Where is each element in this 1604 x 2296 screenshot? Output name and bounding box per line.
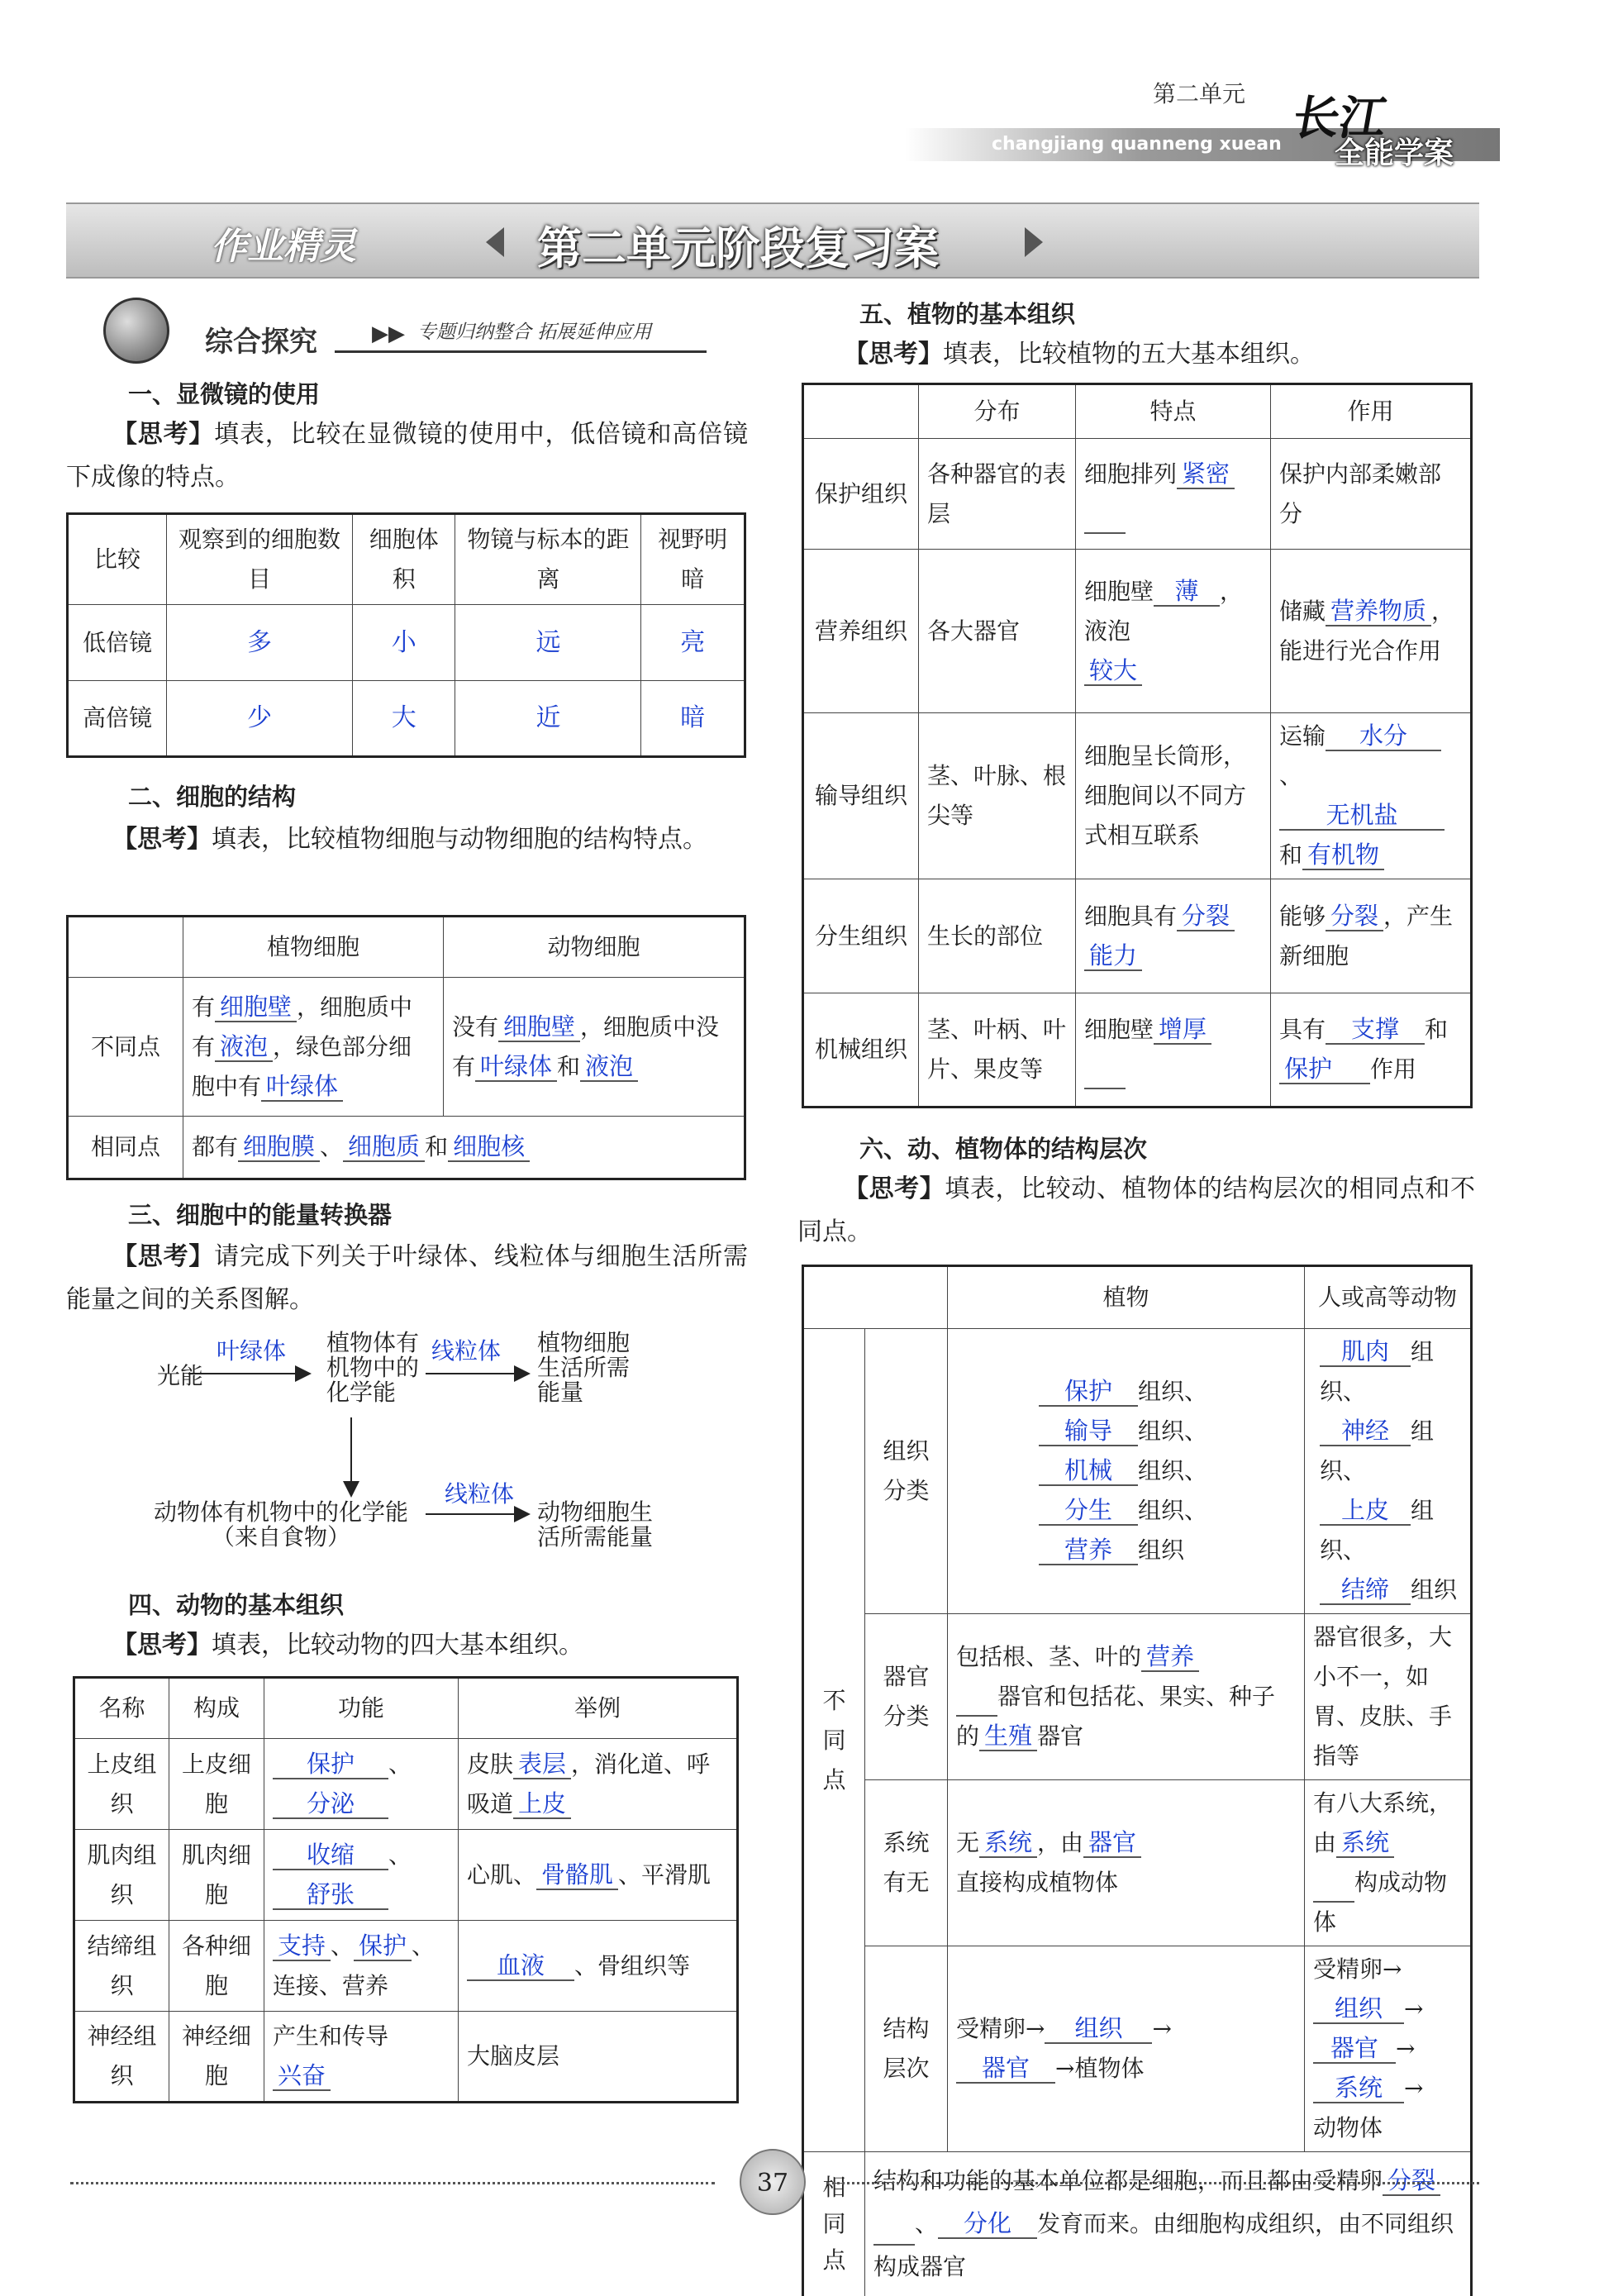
text: 连接、营养 <box>273 1971 389 1999</box>
prompt-tag: 【思考】 <box>844 340 943 369</box>
table-row <box>68 978 745 1117</box>
text: 和 <box>1279 841 1303 869</box>
table-header <box>803 384 919 439</box>
section-tag-arrows: ▶▶ <box>372 322 405 346</box>
table-row <box>803 879 1472 993</box>
answer: 液泡 <box>580 1053 638 1082</box>
answer-cell: 暗 <box>641 681 745 757</box>
table-header: 植物细胞 <box>183 917 444 978</box>
text: 作用 <box>1370 1055 1417 1083</box>
s4-title: 四、动物的基本组织 <box>128 1591 345 1619</box>
distribution: 茎、叶柄、叶片、果皮等 <box>919 993 1076 1108</box>
answer: 表层 <box>513 1751 571 1779</box>
answer: 肌肉 <box>1320 1338 1411 1367</box>
s4-prompt <box>66 1624 748 1667</box>
text: ，细胞质中有 <box>192 993 413 1060</box>
text: 组织 <box>1411 1576 1458 1603</box>
row-label: 营养组织 <box>803 550 919 713</box>
text: 组织 <box>1138 1457 1185 1484</box>
answer: 叶绿体 <box>475 1053 557 1082</box>
table-row <box>803 384 1472 439</box>
prompt-tag: 【思考】 <box>844 1174 945 1203</box>
animal-diff-cell <box>444 978 745 1117</box>
table-row <box>74 1921 738 2012</box>
table-row <box>803 550 1472 713</box>
answer: 系统 <box>1313 2074 1404 2103</box>
answer-cell: 亮 <box>641 605 745 681</box>
text: ，绿色部分细胞中有 <box>192 1032 412 1100</box>
table-header: 细胞体积 <box>352 514 455 605</box>
answer: 分生 <box>1039 1497 1138 1526</box>
table-row <box>803 1329 1472 1614</box>
text: ，液泡 <box>1084 577 1244 645</box>
text: ，产生新细胞 <box>1279 902 1454 969</box>
light-energy: 光能 <box>157 1362 204 1389</box>
text: 和 <box>425 1133 449 1160</box>
text: 器官 <box>1037 1722 1084 1750</box>
prompt-text: 请完成下列关于叶绿体、线粒体与细胞生活所需能量之间的关系图解。 <box>66 1242 749 1314</box>
text: 细胞壁 <box>1084 1016 1154 1043</box>
text: 组织 <box>1320 1497 1435 1564</box>
s2-prompt <box>66 818 748 861</box>
answer: 生殖 <box>979 1722 1037 1751</box>
blank-line <box>1313 1881 1354 1903</box>
answer: 保护 <box>1279 1055 1370 1084</box>
function-cell: 支持 、 保护 、 连接、营养 <box>264 1921 459 2012</box>
distribution: 各种器官的表层 <box>919 439 1076 550</box>
answer: 输导 <box>1039 1417 1138 1446</box>
answer: 水分 <box>1326 722 1441 751</box>
table-row <box>74 1739 738 1830</box>
answer: 能力 <box>1084 942 1142 971</box>
table-row <box>803 1946 1472 2152</box>
unit-label: 第二单元 <box>1153 80 1246 107</box>
answer: 骨骼肌 <box>536 1861 618 1890</box>
answer: 兴奋 <box>273 2062 331 2091</box>
answer: 细胞壁 <box>498 1013 580 1042</box>
row-label <box>865 1614 948 1780</box>
table-header: 特点 <box>1076 384 1271 439</box>
table-header: 构成 <box>169 1678 264 1739</box>
answer: 细胞膜 <box>238 1133 320 1162</box>
answer: 保护 <box>354 1932 412 1961</box>
answer: 保护 <box>1039 1378 1138 1407</box>
prompt-text: 填表，比较动、植物体的结构层次的相同点和不同点。 <box>797 1174 1476 1246</box>
plant-cell-energy: 植物细胞生活所需能量 <box>537 1329 631 1406</box>
prompt-tag: 【思考】 <box>112 1631 212 1660</box>
table-header: 作用 <box>1271 384 1472 439</box>
text: 没有 <box>452 1012 499 1041</box>
row-label: 低倍镜 <box>68 605 167 681</box>
animal-tissue-cell: 肌肉 组织、 神经 组织、 上皮 组织、 结缔 组织 <box>1305 1329 1472 1614</box>
table-row <box>68 917 745 978</box>
answer: 器官 <box>1083 1829 1141 1858</box>
table-header: 功能 <box>264 1678 459 1739</box>
function-cell <box>1271 993 1472 1108</box>
plant-tissue-cell: 保护 组织、 输导 组织、 机械 组织、 分生 组织、 营养 组织 <box>948 1329 1305 1614</box>
page-header <box>905 58 1525 174</box>
text: 有 <box>192 993 216 1021</box>
row-label: 输导组织 <box>803 713 919 879</box>
function-cell: 收缩 、 舒张 <box>264 1830 459 1921</box>
row-label: 分生组织 <box>803 879 919 993</box>
answer: 血液 <box>467 1952 574 1981</box>
composition: 上皮细胞 <box>169 1739 264 1830</box>
answer: 器官 <box>956 2055 1055 2084</box>
answer: 营养 <box>1039 1536 1138 1565</box>
animal-chem-energy: 动物体有机物中的化学能（来自食物） <box>153 1498 408 1551</box>
table-row <box>803 993 1472 1108</box>
row-label: 机械组织 <box>803 993 919 1108</box>
section-tag-sub: 专题归纳整合 拓展延伸应用 <box>417 322 652 343</box>
prompt-text: 填表，比较在显微镜的使用中，低倍镜和高倍镜下成像的特点。 <box>66 420 749 492</box>
logo-top: 长江 <box>1288 91 1391 145</box>
row-label-diff <box>803 1329 865 2152</box>
row-label: 保护组织 <box>803 439 919 550</box>
table-header: 名称 <box>74 1678 169 1739</box>
answer-cell: 大 <box>352 681 455 757</box>
text: ，能进行光合作用 <box>1279 597 1455 665</box>
prompt-text: 填表，比较植物的五大基本组织。 <box>943 340 1315 369</box>
answer: 神经 <box>1320 1417 1411 1446</box>
table-header: 举例 <box>459 1678 738 1739</box>
answer-cell: 少 <box>167 681 353 757</box>
text: 器官分类 <box>883 1663 930 1730</box>
function-cell <box>1271 550 1472 713</box>
text: 受精卵 <box>956 2015 1026 2042</box>
row-label <box>865 1946 948 2152</box>
feature: 细胞呈长筒形，细胞间以不同方式相互联系 <box>1076 713 1271 879</box>
row-label: 神经组织 <box>74 2012 169 2103</box>
table-header: 视野明暗 <box>641 514 745 605</box>
plant-levels-cell: 受精卵→ 组织 → 器官 →植物体 <box>948 1946 1305 2152</box>
s6-table <box>802 1265 1473 2296</box>
text: ，消化道、呼吸道 <box>467 1750 711 1817</box>
s5-prompt <box>797 333 1475 376</box>
text: 和 <box>557 1052 581 1080</box>
text: 能够 <box>1279 902 1326 930</box>
table-row <box>803 1266 1472 1329</box>
function-cell: 保护 、 分泌 <box>264 1739 459 1830</box>
answer: 较大 <box>1084 657 1142 686</box>
s5-title: 五、植物的基本组织 <box>859 300 1076 328</box>
distribution: 各大器官 <box>919 550 1076 713</box>
s2-title: 二、细胞的结构 <box>128 783 297 811</box>
row-label <box>865 1329 948 1614</box>
answer: 机械 <box>1039 1457 1138 1486</box>
example-cell <box>459 1921 738 2012</box>
table-row <box>68 605 745 681</box>
text: 、 <box>320 1133 344 1160</box>
answer: 系统 <box>979 1829 1037 1858</box>
triangle-right-icon <box>1025 227 1043 257</box>
page-number-badge <box>740 2149 806 2215</box>
text: 包括根、茎、叶的 <box>956 1643 1142 1670</box>
text: 组织 <box>1138 1497 1185 1524</box>
prompt-tag: 【思考】 <box>112 1242 215 1271</box>
text: ，细胞质中没有 <box>452 1012 720 1080</box>
footer-right-rule <box>826 2182 1479 2184</box>
banner-title: 第二单元阶段复习案 <box>537 222 939 274</box>
s1-prompt <box>66 413 748 499</box>
answer: 支撑 <box>1326 1016 1425 1045</box>
text: 具有 <box>1279 1016 1326 1043</box>
animal-organ-cell: 器官很多，大小不一，如胃、皮肤、手指等 <box>1305 1614 1472 1780</box>
answer: 增厚 <box>1154 1016 1211 1045</box>
globe-icon <box>103 298 169 364</box>
answer: 保护 <box>273 1751 388 1779</box>
text: 都有 <box>192 1133 239 1160</box>
feature-cell <box>1076 439 1271 550</box>
text: 细胞排列 <box>1084 460 1178 488</box>
text: 、骨组织等 <box>574 1951 691 1979</box>
answer: 薄 <box>1154 578 1220 607</box>
answer: 叶绿体 <box>261 1073 343 1102</box>
text: 结构层次 <box>883 2015 930 2082</box>
answer: 组织 <box>1045 2015 1152 2044</box>
answer: 细胞壁 <box>215 993 297 1022</box>
page-number: 37 <box>756 2169 789 2198</box>
text: 构成动物体 <box>1313 1869 1448 1936</box>
table-row <box>74 1830 738 1921</box>
table-row <box>803 1614 1472 1780</box>
row-label: 上皮组织 <box>74 1739 169 1830</box>
plant-system-cell <box>948 1780 1305 1946</box>
answer: 器官 <box>1313 2035 1396 2064</box>
table-row <box>74 1678 738 1739</box>
table-row <box>803 2152 1472 2296</box>
answer: 结缔 <box>1320 1576 1411 1605</box>
answer: 收缩 <box>273 1841 388 1870</box>
table-row <box>803 713 1472 879</box>
example-cell: 大脑皮层 <box>459 2012 738 2103</box>
same-cell: 结构和功能的基本单位都是细胞，而且都由受精卵 分裂 、 分化 发育而来。由细胞构成组织，由不同组织构成器官 <box>865 2152 1472 2296</box>
table-header: 物镜与标本的距离 <box>455 514 641 605</box>
table-header: 比较 <box>68 514 167 605</box>
animal-cell-energy: 动物细胞生活所需能量 <box>537 1498 654 1551</box>
text: 无 <box>956 1829 980 1856</box>
feature-cell <box>1076 993 1271 1108</box>
table-header: 观察到的细胞数目 <box>167 514 353 605</box>
text: 组织 <box>1320 1417 1435 1484</box>
text: 系统有无 <box>883 1829 930 1896</box>
row-label: 高倍镜 <box>68 681 167 757</box>
s3-prompt <box>66 1236 748 1322</box>
answer: 舒张 <box>273 1881 388 1910</box>
section-tag-line <box>335 350 707 353</box>
answer: 组织 <box>1313 1995 1404 2024</box>
animal-system-cell <box>1305 1780 1472 1946</box>
table-row <box>74 2012 738 2103</box>
text: 产生和传导 <box>273 2022 389 2050</box>
answer: 支持 <box>273 1932 331 1961</box>
energy-diagram <box>140 1331 719 1570</box>
table-row <box>68 514 745 605</box>
function-cell <box>1271 879 1472 993</box>
blank-line <box>1084 1068 1126 1089</box>
answer: 紧密 <box>1177 460 1235 489</box>
s5-table <box>802 383 1473 1108</box>
logo-bottom: 全能学案 <box>1335 136 1454 170</box>
table-header: 植物 <box>948 1266 1305 1329</box>
banner-left: 作业精灵 <box>211 226 356 268</box>
answer: 细胞核 <box>448 1133 530 1162</box>
plant-organ-cell <box>948 1614 1305 1780</box>
answer-cell: 多 <box>167 605 353 681</box>
feature-cell <box>1076 550 1271 713</box>
answer: 分裂 <box>1177 903 1235 931</box>
composition: 肌肉细胞 <box>169 1830 264 1921</box>
text: 组织 <box>1138 1417 1185 1445</box>
row-label-same <box>803 2152 865 2296</box>
table-row <box>803 439 1472 550</box>
table-header: 人或高等动物 <box>1305 1266 1472 1329</box>
text: 受精卵 <box>1313 1955 1383 1983</box>
table-corner <box>803 1266 948 1329</box>
function-cell <box>264 2012 459 2103</box>
answer-mitochondria-1: 线粒体 <box>431 1337 502 1365</box>
text: 细胞具有 <box>1084 902 1178 930</box>
section-tag-label: 综合探究 <box>205 326 317 359</box>
blank-line <box>956 1695 997 1717</box>
plant-chem-energy: 植物体有机物中的化学能 <box>326 1329 420 1406</box>
answer: 营养 <box>1141 1643 1199 1672</box>
distribution: 茎、叶脉、根尖等 <box>919 713 1076 879</box>
table-row <box>68 1117 745 1179</box>
answer-cell: 远 <box>455 605 641 681</box>
table-row <box>68 681 745 757</box>
text: 、平滑肌 <box>618 1860 712 1889</box>
same-cell <box>183 1117 745 1179</box>
text: 组织 <box>1138 1536 1185 1564</box>
triangle-left-icon <box>486 227 504 257</box>
row-label: 相同点 <box>68 1117 183 1179</box>
answer: 液泡 <box>215 1033 273 1062</box>
text: 发育而来。由细胞构成组织，由不同组织构成器官 <box>873 2210 1454 2280</box>
s6-title: 六、动、植物体的结构层次 <box>859 1135 1148 1163</box>
row-label <box>865 1780 948 1946</box>
answer-chloroplast: 叶绿体 <box>217 1337 287 1365</box>
distribution: 生长的部位 <box>919 879 1076 993</box>
example-cell <box>459 1739 738 1830</box>
text: 组织 <box>1138 1378 1185 1405</box>
prompt-text: 填表，比较动物的四大基本组织。 <box>212 1631 583 1660</box>
table-header: 分布 <box>919 384 1076 439</box>
text: 不同点 <box>822 1686 846 1793</box>
plant-diff-cell <box>183 978 444 1117</box>
answer-cell: 小 <box>352 605 455 681</box>
text: 结构和功能的基本单位都是细胞，而且都由受精卵 <box>873 2167 1383 2194</box>
s1-table <box>66 512 746 758</box>
text: 直接构成植物体 <box>956 1869 1119 1896</box>
text: 有八大系统，由 <box>1313 1789 1453 1856</box>
answer: 系统 <box>1336 1829 1394 1858</box>
feature-cell <box>1076 879 1271 993</box>
animal-levels-cell: 受精卵→组织 → 器官 →系统 → 动物体 <box>1305 1946 1472 2152</box>
blank-line <box>1084 512 1126 534</box>
footer-left-rule <box>70 2182 715 2184</box>
text: 运输 <box>1279 722 1326 750</box>
text: 组织分类 <box>883 1437 930 1504</box>
text: 细胞壁 <box>1084 577 1154 605</box>
prompt-text: 填表，比较植物细胞与动物细胞的结构特点。 <box>212 825 707 854</box>
answer: 分裂 <box>1326 903 1383 931</box>
text: 植物体 <box>1074 2055 1145 2082</box>
text: 皮肤 <box>467 1750 514 1778</box>
answer: 分化 <box>938 2210 1037 2239</box>
blank-line <box>873 2224 915 2246</box>
prompt-tag: 【思考】 <box>112 825 212 854</box>
text: 动物体 <box>1313 2114 1383 2141</box>
composition: 神经细胞 <box>169 2012 264 2103</box>
answer: 细胞质 <box>343 1133 425 1162</box>
function-cell: 运输 水分、 无机盐 和 有机物 <box>1271 713 1472 879</box>
answer: 上皮 <box>513 1790 571 1819</box>
s2-table <box>66 915 746 1180</box>
answer: 分泌 <box>273 1790 388 1819</box>
text: 相同点 <box>822 2174 846 2274</box>
answer: 上皮 <box>1320 1497 1411 1526</box>
answer-mitochondria-2: 线粒体 <box>445 1480 515 1508</box>
answer: 无机盐 <box>1279 802 1445 831</box>
row-label: 结缔组织 <box>74 1921 169 2012</box>
prompt-tag: 【思考】 <box>112 420 215 449</box>
text: 和 <box>1425 1016 1449 1043</box>
text: ，由 <box>1037 1829 1084 1856</box>
s1-title: 一、显微镜的使用 <box>128 380 321 408</box>
text: 组织 <box>1320 1338 1435 1405</box>
s3-title: 三、细胞中的能量转换器 <box>128 1201 393 1229</box>
answer: 营养物质 <box>1326 598 1431 626</box>
composition: 各种细胞 <box>169 1921 264 2012</box>
answer: 分裂 <box>1383 2167 1440 2196</box>
s4-table <box>73 1676 739 2103</box>
answer-cell: 近 <box>455 681 641 757</box>
table-header: 动物细胞 <box>444 917 745 978</box>
text: 心肌、 <box>467 1860 537 1889</box>
table-row <box>803 1780 1472 1946</box>
table-corner <box>68 917 183 978</box>
s6-prompt <box>797 1168 1475 1254</box>
function: 保护内部柔嫩部分 <box>1271 439 1472 550</box>
text: 器官和包括花、果实、种子的 <box>956 1683 1276 1750</box>
header-pinyin: changjiang quanneng xuean <box>992 134 1282 155</box>
text: 储藏 <box>1279 597 1326 625</box>
answer: 有机物 <box>1302 841 1384 870</box>
title-banner <box>66 202 1479 279</box>
example-cell <box>459 1830 738 1921</box>
row-label: 不同点 <box>68 978 183 1117</box>
row-label: 肌肉组织 <box>74 1830 169 1921</box>
